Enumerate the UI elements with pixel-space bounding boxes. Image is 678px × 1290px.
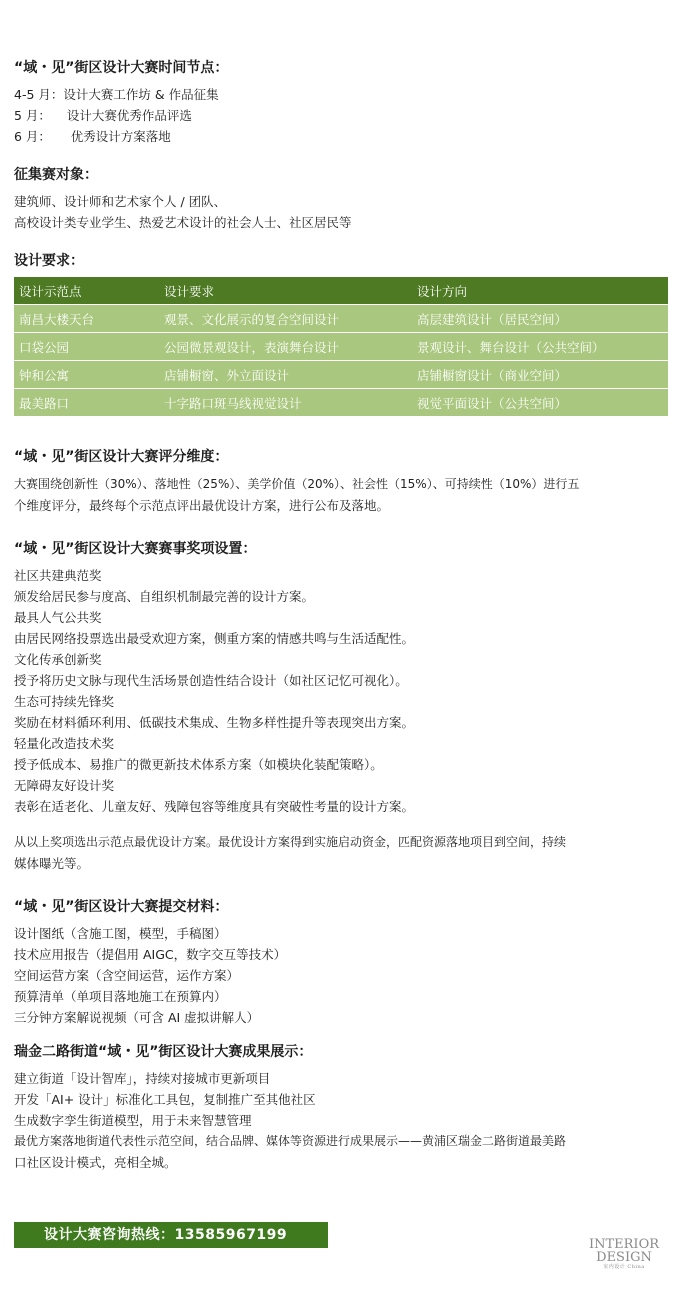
timeline-title: “域・见”街区设计大赛时间节点：: [14, 60, 229, 76]
awards-summary: 从以上奖项选出示范点最优设计方案。最优设计方案得到实施启动资金，匹配资源落地项目到空间，持续: [14, 835, 567, 849]
section-requirements: [14, 251, 668, 417]
table-row: [14, 389, 668, 417]
table-cell: 口袋公园: [14, 333, 159, 361]
timeline-item: 5 月： 设计大赛优秀作品评选: [14, 108, 192, 123]
target-title: 征集赛对象：: [14, 167, 98, 183]
logo-line: 室内设计 China: [603, 1264, 645, 1270]
material-item: 技术应用报告（提倡用 AIGC，数字交互等技术）: [14, 947, 287, 962]
table-header-cell: 设计方向: [412, 277, 668, 305]
table-row: [14, 305, 668, 333]
table-cell: 高层建筑设计（居民空间）: [412, 305, 668, 333]
timeline-item: 6 月： 优秀设计方案落地: [14, 129, 171, 144]
award-desc: 表彰在适老化、儿童友好、残障包容等维度具有突破性考量的设计方案。: [14, 799, 415, 814]
logo-line: INTERIOR: [588, 1237, 660, 1252]
table-row: [14, 333, 668, 361]
document-body: [14, 58, 668, 1173]
result-item: 生成数字孪生街道模型，用于未来智慧管理: [14, 1113, 252, 1128]
result-item: 最优方案落地街道代表性示范空间，结合品牌、媒体等资源进行成果展示——黄浦区瑞金二路街道最美路: [14, 1134, 567, 1148]
scoring-line: 个维度评分，最终每个示范点评出最优设计方案，进行公布及落地。: [14, 498, 390, 513]
section-materials: [14, 897, 668, 1028]
awards-summary: 媒体曝光等。: [14, 856, 90, 871]
award-name: 文化传承创新奖: [14, 652, 102, 667]
logo-line: DESIGN: [596, 1250, 652, 1265]
table-cell: 公园微景观设计，表演舞台设计: [159, 333, 412, 361]
section-scoring: [14, 447, 668, 517]
result-item: 开发「AI+ 设计」标准化工具包，复制推广至其他社区: [14, 1092, 316, 1107]
result-item: 建立街道「设计智库」，持续对接城市更新项目: [14, 1071, 271, 1086]
award-desc: 授予将历史文脉与现代生活场景创造性结合设计（如社区记忆可视化）。: [14, 673, 408, 688]
hotline-banner: 设计大赛咨询热线：13585967199: [14, 1222, 328, 1248]
table-cell: 最美路口: [14, 389, 159, 417]
award-name: 社区共建典范奖: [14, 568, 102, 583]
table-cell: 店铺橱窗设计（商业空间）: [412, 361, 668, 389]
table-header-row: [14, 277, 668, 305]
results-title: 瑞金二路街道“域・见”街区设计大赛成果展示：: [14, 1044, 313, 1060]
material-item: 空间运营方案（含空间运营，运作方案）: [14, 968, 240, 983]
table-cell: 店铺橱窗、外立面设计: [159, 361, 412, 389]
award-name: 最具人气公共奖: [14, 610, 102, 625]
section-awards: [14, 539, 668, 875]
section-results: [14, 1042, 668, 1173]
section-target: [14, 165, 668, 233]
table-header-cell: 设计示范点: [14, 277, 159, 305]
requirements-title: 设计要求：: [14, 253, 84, 269]
material-item: 三分钟方案解说视频（可含 AI 虚拟讲解人）: [14, 1010, 260, 1025]
material-item: 预算清单（单项目落地施工在预算内）: [14, 989, 227, 1004]
table-cell: 南昌大楼天台: [14, 305, 159, 333]
scoring-title: “域・见”街区设计大赛评分维度：: [14, 449, 229, 465]
award-name: 生态可持续先锋奖: [14, 694, 115, 709]
section-timeline: [14, 58, 668, 147]
table-header-cell: 设计要求: [159, 277, 412, 305]
table-row: [14, 361, 668, 389]
awards-title: “域・见”街区设计大赛赛事奖项设置：: [14, 541, 257, 557]
requirements-table: [14, 277, 668, 417]
material-item: 设计图纸（含施工图，模型，手稿图）: [14, 926, 227, 941]
table-cell: 钟和公寓: [14, 361, 159, 389]
award-name: 无障碍友好设计奖: [14, 778, 115, 793]
scoring-line: 大赛围绕创新性（30%）、落地性（25%）、美学价值（20%）、社会性（15%）、可持续性（10%）进行五: [14, 477, 580, 491]
award-name: 轻量化改造技术奖: [14, 736, 115, 751]
award-desc: 由居民网络投票选出最受欢迎方案，侧重方案的情感共鸣与生活适配性。: [14, 631, 415, 646]
table-cell: 十字路口斑马线视觉设计: [159, 389, 412, 417]
interior-design-logo: [578, 1238, 670, 1271]
timeline-item: 4-5 月：设计大赛工作坊 & 作品征集: [14, 87, 219, 102]
result-item: 口社区设计模式，亮相全城。: [14, 1155, 177, 1170]
award-desc: 授予低成本、易推广的微更新技术体系方案（如模块化装配策略）。: [14, 757, 383, 772]
table-cell: 景观设计、舞台设计（公共空间）: [412, 333, 668, 361]
target-line: 建筑师、设计师和艺术家个人 / 团队、: [14, 194, 227, 209]
target-line: 高校设计类专业学生、热爱艺术设计的社会人士、社区居民等: [14, 215, 352, 230]
award-desc: 颁发给居民参与度高、自组织机制最完善的设计方案。: [14, 589, 315, 604]
award-desc: 奖励在材料循环利用、低碳技术集成、生物多样性提升等表现突出方案。: [14, 715, 415, 730]
materials-title: “域・见”街区设计大赛提交材料：: [14, 899, 229, 915]
table-cell: 视觉平面设计（公共空间）: [412, 389, 668, 417]
table-cell: 观景、文化展示的复合空间设计: [159, 305, 412, 333]
